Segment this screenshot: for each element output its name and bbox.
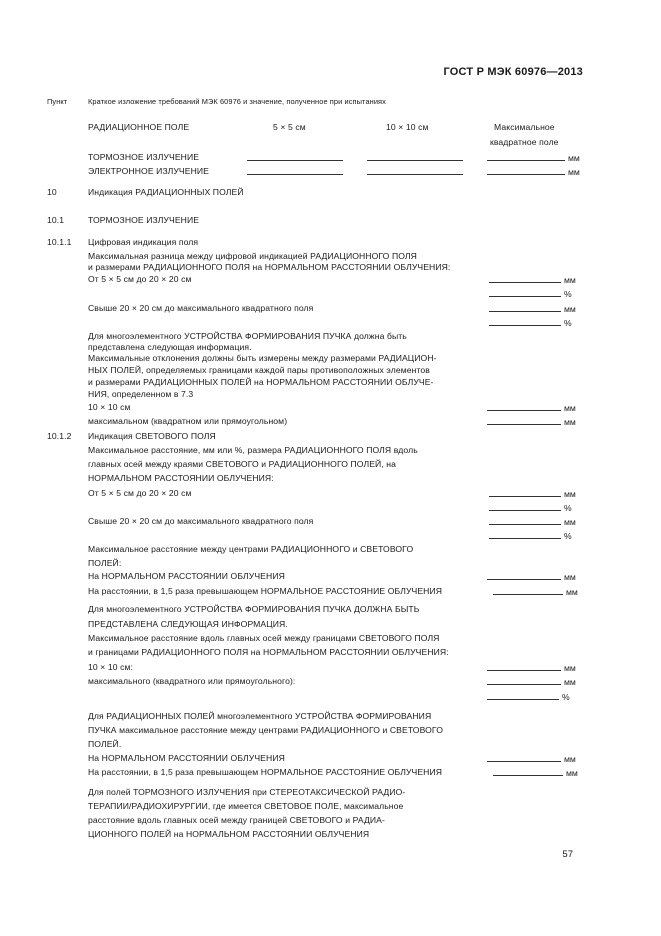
requirement-label: От 5 × 5 см до 20 × 20 см [88,488,192,498]
blank-field [487,166,580,178]
field-table-col-max-line1: Максимальное [494,122,555,132]
blank-field [489,317,572,329]
requirement-label: Свыше 20 × 20 см до максимального квадратного поля [88,303,314,313]
unit-mm: мм [564,572,576,582]
unit-mm: мм [564,754,576,764]
unit-percent: % [564,318,572,328]
unit-mm: мм [564,677,576,687]
unit-mm: мм [564,304,576,314]
unit-mm: мм [566,768,578,778]
blank-field [247,152,343,164]
paragraph-line: и границами РАДИАЦИОННОГО ПОЛЯ на НОРМАЛЬНОМ РАССТОЯНИИ ОБЛУЧЕНИЯ: [88,647,449,657]
paragraph-line: Максимальное расстояние, мм или %, размера РАДИАЦИОННОГО ПОЛЯ вдоль [88,445,418,455]
field-table-col-5x5: 5 × 5 см [273,122,306,132]
requirement-label: На расстоянии, в 1,5 раза превышающем НОРМАЛЬНОЕ РАССТОЯНИЕ ОБЛУЧЕНИЯ [88,586,443,596]
paragraph-line: ПОЛЕЙ: [88,558,122,568]
paragraph-line: ЦИОННОГО ПОЛЕЙ на НОРМАЛЬНОМ РАССТОЯНИИ ОБЛУЧЕНИЯ [88,829,370,839]
blank-field [487,416,576,428]
section-number: 10.1.2 [47,431,72,441]
field-table-row-bremsstrahlung: ТОРМОЗНОЕ ИЗЛУЧЕНИЕ [88,152,200,162]
blank-field [487,753,576,765]
requirement-label: максимального (квадратного или прямоугольного): [88,676,296,686]
blank-field [489,502,572,514]
unit-mm: мм [564,663,576,673]
blank-field [489,274,576,286]
paragraph-line: ТЕРАПИИ/РАДИОХИРУРГИИ, где имеется СВЕТОВОЕ ПОЛЕ, максимальное [88,801,404,811]
document-header: ГОСТ Р МЭК 60976—2013 [443,66,583,78]
paragraph-line: Максимальная разница между цифровой индикацией РАДИАЦИОННОГО ПОЛЯ [88,251,417,261]
unit-mm: мм [564,403,576,413]
paragraph-line: Максимальное расстояние между центрами РАДИАЦИОННОГО и СВЕТОВОГО [88,544,414,554]
paragraph-line: и размерами РАДИАЦИОННОГО ПОЛЯ на НОРМАЛЬНОМ РАССТОЯНИИ ОБЛУЧЕНИЯ: [88,262,451,272]
blank-field [487,662,576,674]
page-number: 57 [562,849,573,860]
paragraph-line: представлена следующая информация. [88,342,252,352]
blank-field [487,676,576,688]
field-table-row-electron: ЭЛЕКТРОННОЕ ИЗЛУЧЕНИЕ [88,166,210,176]
section-number: 10 [47,187,57,197]
blank-field [489,516,576,528]
field-table-col-10x10: 10 × 10 см [386,122,429,132]
paragraph-line: НОРМАЛЬНОМ РАССТОЯНИИ ОБЛУЧЕНИЯ: [88,473,274,483]
paragraph-line: Для многоэлементного УСТРОЙСТВА ФОРМИРОВАНИЯ ПУЧКА должна быть [88,331,407,341]
column-header-item: Пункт [47,97,68,106]
unit-mm: мм [568,153,580,163]
blank-field [489,303,576,315]
field-table-label: РАДИАЦИОННОЕ ПОЛЕ [88,122,190,132]
requirement-label: На НОРМАЛЬНОМ РАССТОЯНИИ ОБЛУЧЕНИЯ [88,753,285,763]
blank-field [487,152,580,164]
blank-field [489,288,572,300]
unit-mm: мм [568,167,580,177]
paragraph-line: главных осей между краями СВЕТОВОГО и РАДИАЦИОННОГО ПОЛЕЙ, на [88,459,397,469]
blank-field [487,691,570,703]
unit-percent: % [564,289,572,299]
paragraph-line: Максимальные отклонения должны быть измерены между размерами РАДИАЦИОН- [88,353,437,363]
paragraph-line: Для полей ТОРМОЗНОГО ИЗЛУЧЕНИЯ при СТЕРЕОТАКСИЧЕСКОЙ РАДИО- [88,787,406,797]
requirement-label: На НОРМАЛЬНОМ РАССТОЯНИИ ОБЛУЧЕНИЯ [88,571,285,581]
blank-field [487,571,576,583]
unit-mm: мм [564,517,576,527]
unit-mm: мм [566,587,578,597]
paragraph-line: Максимальное расстояние вдоль главных осей между границами СВЕТОВОГО ПОЛЯ [88,633,440,643]
unit-mm: мм [564,275,576,285]
section-number: 10.1 [47,215,65,225]
blank-field [367,166,463,178]
requirement-label: Свыше 20 × 20 см до максимального квадратного поля [88,516,314,526]
paragraph-line: Для многоэлементного УСТРОЙСТВА ФОРМИРОВАНИЯ ПУЧКА ДОЛЖНА БЫТЬ [88,604,420,614]
requirement-label: максимальном (квадратном или прямоугольном) [88,416,288,426]
blank-field [487,402,576,414]
section-title: Цифровая индикация поля [88,237,199,247]
section-title: Индикация РАДИАЦИОННЫХ ПОЛЕЙ [88,187,244,197]
paragraph-line: НЫХ ПОЛЕЙ, определяемых границами каждой пары противоположных элементов [88,365,430,375]
blank-field [367,152,463,164]
blank-field [493,586,578,598]
paragraph-line: Для РАДИАЦИОННЫХ ПОЛЕЙ многоэлементного УСТРОЙСТВА ФОРМИРОВАНИЯ [88,711,432,721]
paragraph-line: и размерами РАДИАЦИОННЫХ ПОЛЕЙ на НОРМАЛЬНОМ РАССТОЯНИИ ОБЛУЧЕ- [88,377,434,387]
requirement-label: 10 × 10 см: [88,662,133,672]
paragraph-line: ПУЧКА максимальное расстояние между центрами РАДИАЦИОННОГО и СВЕТОВОГО [88,725,443,735]
blank-field [489,530,572,542]
unit-mm: мм [564,417,576,427]
blank-field [247,166,343,178]
section-title: ТОРМОЗНОЕ ИЗЛУЧЕНИЕ [88,215,200,225]
requirement-label: На расстоянии, в 1,5 раза превышающем НОРМАЛЬНОЕ РАССТОЯНИЕ ОБЛУЧЕНИЯ [88,767,443,777]
section-title: Индикация СВЕТОВОГО ПОЛЯ [88,431,216,441]
unit-percent: % [564,503,572,513]
unit-mm: мм [564,489,576,499]
section-number: 10.1.1 [47,237,72,247]
paragraph-line: ПОЛЕЙ. [88,739,122,749]
paragraph-line: ПРЕДСТАВЛЕНА СЛЕДУЮЩАЯ ИНФОРМАЦИЯ. [88,619,288,629]
blank-field [489,488,576,500]
field-table-col-max-line2: квадратное поле [490,137,559,147]
column-header-summary: Краткое изложение требований МЭК 60976 и значение, полученное при испытаниях [88,97,386,106]
unit-percent: % [562,692,570,702]
unit-percent: % [564,531,572,541]
requirement-label: От 5 × 5 см до 20 × 20 см [88,274,192,284]
paragraph-line: расстояние вдоль главных осей между границей СВЕТОВОГО и РАДИА- [88,815,385,825]
paragraph-line: НИЯ, определенном в 7.3 [88,389,194,399]
requirement-label: 10 × 10 см [88,402,131,412]
blank-field [493,767,578,779]
